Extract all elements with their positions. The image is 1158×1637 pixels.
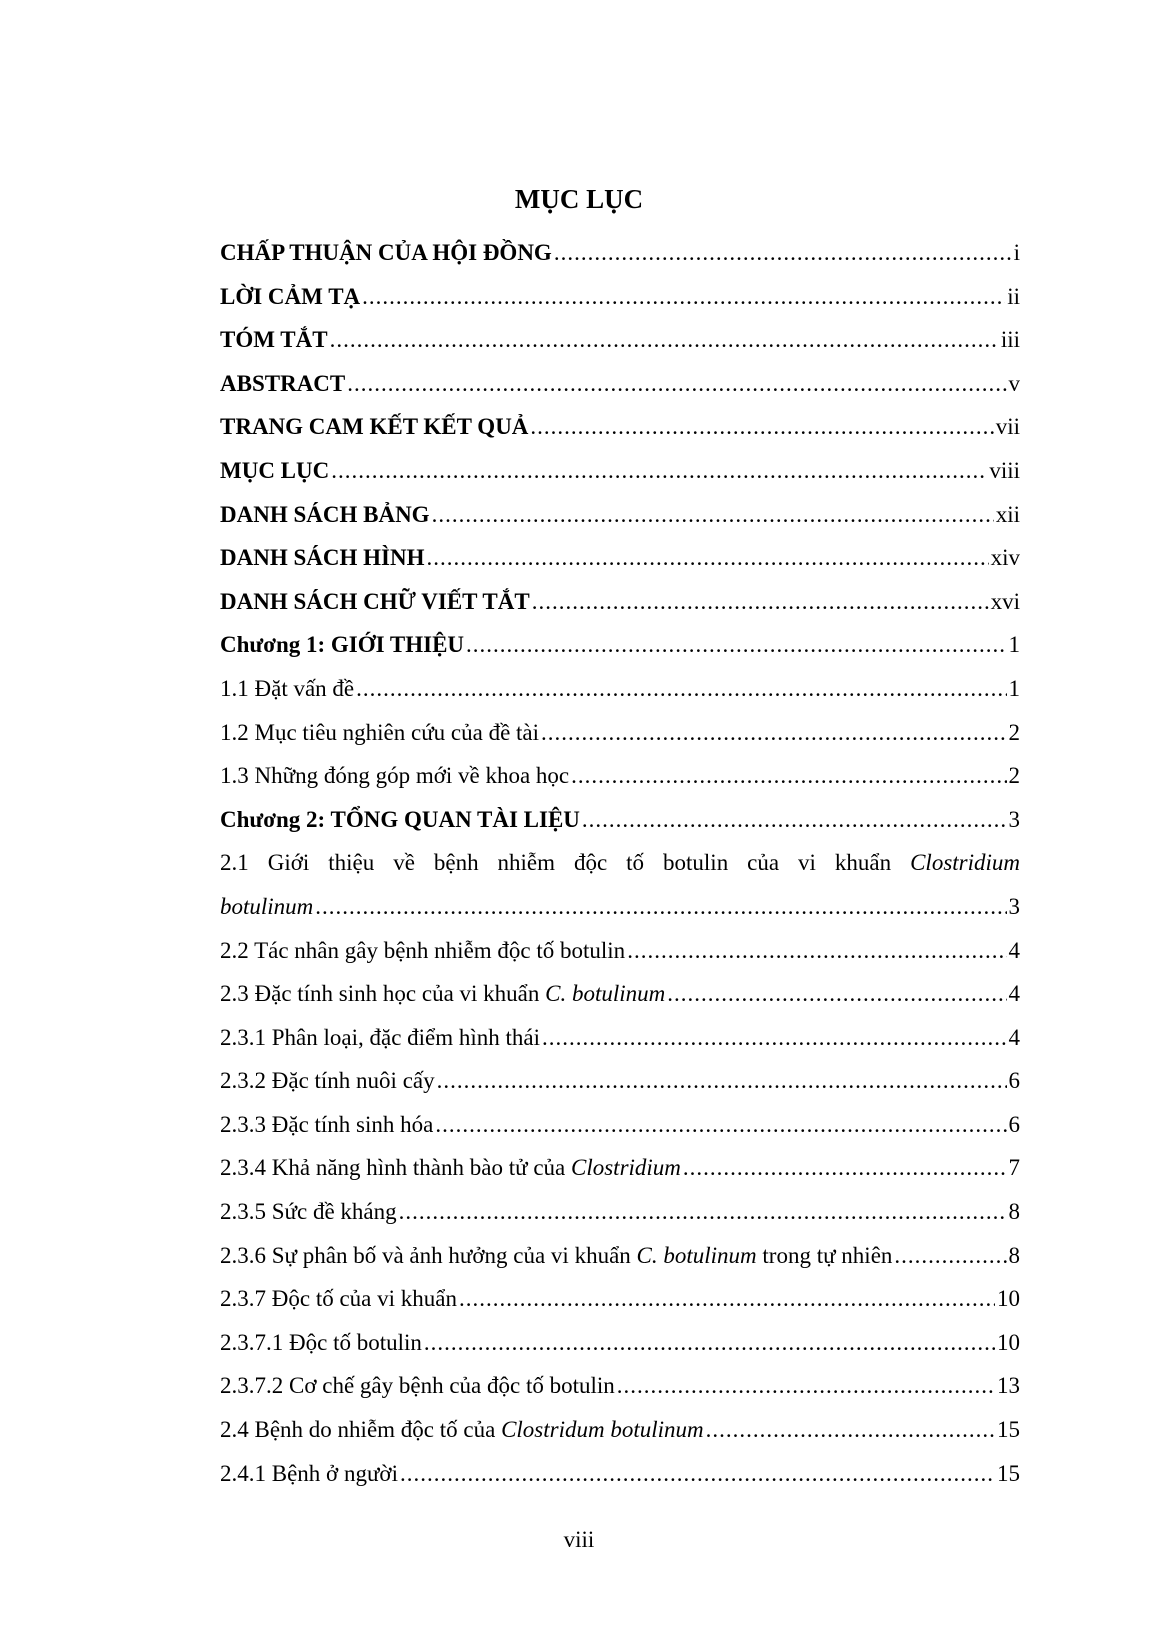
toc-entry-page: 2	[1008, 719, 1020, 745]
toc-entry-label: DANH SÁCH BẢNG	[220, 501, 430, 527]
toc-entry-text: 2.3.3 Đặc tính sinh hóa	[220, 1111, 434, 1137]
toc-entry-label	[220, 1321, 422, 1365]
toc-entry-label: TÓM TẮT	[220, 327, 328, 353]
toc-leader	[617, 1364, 995, 1408]
toc-entry-label: Chương 1: GIỚI THIỆU	[220, 632, 465, 658]
toc-entry-page: viii	[989, 457, 1020, 483]
toc-entry-label: LỜI CẢM TẠ	[220, 283, 361, 309]
toc-leader	[399, 1190, 1007, 1234]
toc-entry[interactable]	[220, 536, 1020, 580]
toc-leader	[542, 1016, 1006, 1060]
toc-entry[interactable]	[220, 667, 1020, 711]
toc-entry-label: 1.3 Những đóng góp mới về khoa học	[220, 763, 570, 789]
toc-entry-label-italic: botulinum	[220, 893, 314, 919]
toc-leader	[432, 493, 994, 537]
toc-entry[interactable]	[220, 1234, 1020, 1278]
toc-entry-page: 1	[1008, 675, 1020, 701]
toc-entry-text: 2.3.7.1 Độc tố botulin	[220, 1329, 422, 1355]
toc-entry[interactable]	[220, 580, 1020, 624]
toc-leader	[532, 580, 989, 624]
toc-entry-label	[220, 1016, 540, 1060]
toc-entry-label: MỤC LỤC	[220, 457, 330, 483]
toc-leader	[894, 1234, 1006, 1278]
toc-entry-label	[220, 1452, 398, 1496]
toc-entry-label	[220, 1103, 433, 1147]
toc-leader	[541, 711, 1006, 755]
toc-entry-page: xii	[995, 501, 1020, 527]
toc-entry-label: CHẤP THUẬN CỦA HỘI ĐỒNG	[220, 240, 552, 265]
toc-leader	[362, 275, 1005, 319]
toc-entry[interactable]	[220, 972, 1020, 1016]
toc-entry-page: 6	[1008, 1111, 1020, 1137]
toc-entry-label	[220, 1059, 435, 1103]
toc-leader	[424, 1321, 995, 1365]
toc-entry[interactable]	[220, 275, 1020, 319]
toc-leader	[683, 1146, 1007, 1190]
toc-entry-text: 2.4.1 Bệnh ở người	[220, 1460, 398, 1486]
toc-leader	[435, 1103, 1006, 1147]
toc-entry[interactable]	[220, 1103, 1020, 1147]
toc-entry[interactable]	[220, 493, 1020, 537]
toc-entry[interactable]	[220, 1321, 1020, 1365]
table-of-contents	[220, 231, 1020, 1495]
toc-entry-page: v	[1008, 370, 1020, 396]
toc-entry[interactable]	[220, 231, 1020, 275]
toc-leader	[466, 623, 1006, 667]
toc-entry-label	[220, 1146, 681, 1190]
toc-leader	[400, 1452, 995, 1496]
toc-entry[interactable]	[220, 318, 1020, 362]
toc-entry-text-after: trong tự nhiên	[756, 1242, 893, 1268]
toc-entry-2-1-line1[interactable]	[220, 841, 1020, 885]
toc-entry-label	[220, 972, 665, 1016]
toc-entry-label: ABSTRACT	[220, 370, 346, 396]
toc-entry[interactable]	[220, 1408, 1020, 1452]
toc-entry-text: 2.3.4 Khả năng hình thành bào tử của	[220, 1155, 571, 1181]
toc-leader	[347, 362, 1006, 406]
toc-leader	[554, 231, 1012, 275]
toc-entry-2-1-line2[interactable]	[220, 885, 1020, 929]
toc-entry[interactable]	[220, 1059, 1020, 1103]
toc-entry-page: 1	[1008, 632, 1020, 658]
toc-entry-label	[220, 885, 313, 929]
toc-entry-label	[220, 929, 625, 973]
toc-entry[interactable]	[220, 929, 1020, 973]
toc-entry[interactable]	[220, 1146, 1020, 1190]
toc-entry-page: 6	[1008, 1068, 1020, 1094]
toc-entry-label: 1.2 Mục tiêu nghiên cứu của đề tài	[220, 719, 540, 745]
toc-entry-text: 2.3.1 Phân loại, đặc điểm hình thái	[220, 1024, 541, 1050]
toc-entry-label: DANH SÁCH CHỮ VIẾT TẮT	[220, 588, 530, 614]
toc-entry-page: 8	[1008, 1199, 1020, 1225]
toc-entry-label: 2.1 Giới thiệu về bệnh nhiễm độc tố botulin của vi khuẩn	[220, 850, 892, 876]
toc-entry-label: DANH SÁCH HÌNH	[220, 545, 425, 571]
toc-entry-label	[220, 1364, 615, 1408]
toc-entry-page: 3	[1008, 893, 1020, 919]
toc-entry-label	[220, 1408, 704, 1452]
toc-leader	[571, 754, 1006, 798]
toc-entry-page: xiv	[990, 545, 1020, 571]
toc-entry[interactable]	[220, 405, 1020, 449]
toc-entry-label: 1.1 Đặt vấn đề	[220, 675, 355, 701]
toc-entry[interactable]	[220, 362, 1020, 406]
toc-leader	[331, 449, 987, 493]
toc-entry-page: vii	[995, 414, 1020, 440]
toc-entry-text: 2.4 Bệnh do nhiễm độc tố của	[220, 1417, 502, 1443]
toc-entry[interactable]	[220, 754, 1020, 798]
toc-entry-page: 10	[997, 1286, 1020, 1312]
toc-entry[interactable]	[220, 623, 1020, 667]
toc-entry[interactable]	[220, 1364, 1020, 1408]
toc-entry-text: 2.3.6 Sự phân bố và ảnh hưởng của vi khuẩn	[220, 1242, 637, 1268]
toc-entry-italic: Clostridium	[571, 1155, 681, 1181]
toc-entry-page: 15	[997, 1460, 1020, 1486]
toc-entry-page: 4	[1008, 937, 1020, 963]
toc-leader	[426, 536, 988, 580]
toc-entry-label: TRANG CAM KẾT KẾT QUẢ	[220, 414, 529, 440]
toc-leader	[437, 1059, 1007, 1103]
toc-entry[interactable]	[220, 1452, 1020, 1496]
toc-entry-label-italic: Clostridium	[910, 850, 1021, 876]
toc-entry-italic: C. botulinum	[545, 981, 666, 1007]
toc-entry-page: 2	[1008, 763, 1020, 789]
toc-entry[interactable]	[220, 1277, 1020, 1321]
toc-entry[interactable]	[220, 1190, 1020, 1234]
toc-entry-page: 3	[1008, 806, 1020, 832]
toc-entry-text: 2.3.5 Sức đề kháng	[220, 1199, 397, 1225]
toc-entry-text: 2.3.7.2 Cơ chế gây bệnh của độc tố botulin	[220, 1373, 615, 1399]
toc-entry-label: Chương 2: TỔNG QUAN TÀI LIỆU	[220, 806, 580, 832]
toc-entry-page: ii	[1007, 283, 1020, 309]
toc-entry-text: 2.3.7 Độc tố của vi khuẩn	[220, 1286, 457, 1312]
footer-page-number: viii	[563, 1527, 595, 1552]
toc-entry-text: 2.2 Tác nhân gây bệnh nhiễm độc tố botulin	[220, 937, 626, 963]
toc-entry-label	[220, 1277, 457, 1321]
toc-leader	[459, 1277, 995, 1321]
toc-entry-page: i	[1013, 240, 1020, 265]
toc-entry[interactable]	[220, 449, 1020, 493]
toc-leader	[627, 929, 1006, 973]
toc-entry-italic: Clostridum botulinum	[501, 1417, 704, 1443]
toc-entry[interactable]	[220, 711, 1020, 755]
toc-entry-page: 15	[997, 1417, 1020, 1443]
toc-entry-label	[220, 1190, 397, 1234]
toc-entry-italic: C. botulinum	[636, 1242, 757, 1268]
toc-leader	[582, 798, 1007, 842]
toc-leader	[706, 1408, 995, 1452]
toc-entry[interactable]	[220, 798, 1020, 842]
toc-leader	[667, 972, 1006, 1016]
toc-entry-page: 8	[1008, 1242, 1020, 1268]
page-title: MỤC LỤC	[514, 184, 644, 214]
toc-entry-page: 10	[997, 1329, 1020, 1355]
toc-entry[interactable]	[220, 1016, 1020, 1060]
toc-entry-text: 2.3.2 Đặc tính nuôi cấy	[220, 1068, 435, 1094]
toc-entry-text: 2.3 Đặc tính sinh học của vi khuẩn	[220, 981, 546, 1007]
toc-entry-page: xvi	[990, 588, 1020, 614]
toc-leader	[356, 667, 1006, 711]
toc-leader	[330, 318, 999, 362]
toc-entry-page: 4	[1008, 1024, 1020, 1050]
toc-entry-page: 13	[997, 1373, 1020, 1399]
toc-entry-page: iii	[1000, 327, 1020, 353]
toc-leader	[315, 885, 1006, 929]
toc-entry-page: 7	[1008, 1155, 1020, 1181]
toc-entry-label	[220, 1234, 892, 1278]
toc-leader	[530, 405, 993, 449]
toc-entry-page: 4	[1008, 981, 1020, 1007]
